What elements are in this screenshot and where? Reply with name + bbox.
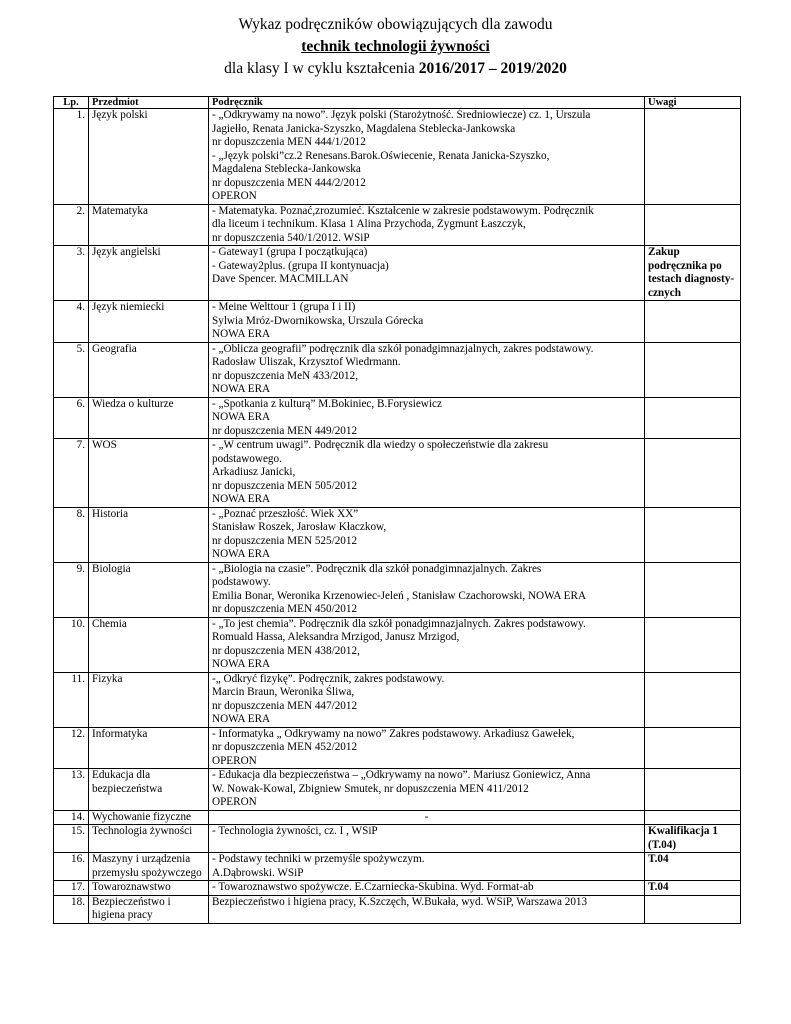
table-row — [54, 204, 741, 246]
notes-cell — [645, 727, 741, 769]
table-row — [54, 246, 741, 301]
row-number: 10. — [54, 617, 89, 672]
notes-cell — [645, 342, 741, 397]
textbook-line: - „Język polski”cz.2 Renesans.Barok.Oświecenie, Renata Janicka-Szyszko, — [212, 149, 550, 162]
textbook-line: - Technologia żywności, cz. I , WSiP — [212, 825, 378, 837]
textbook-line: nr dopuszczenia MEN 444/2/2012 — [212, 176, 366, 189]
textbook-line: NOWA ERA — [212, 658, 271, 670]
textbook-line: podstawowy. — [212, 576, 271, 588]
table-row — [54, 301, 741, 343]
textbook-line: Sylwia Mróz-Dwornikowska, Urszula Górecka — [212, 314, 424, 327]
row-number: 12. — [54, 727, 89, 769]
notes-cell — [645, 810, 741, 825]
subject-name: Język angielski — [89, 246, 209, 301]
subject-name: Historia — [89, 507, 209, 562]
textbook-line: OPERON — [212, 754, 257, 767]
subject-name: Geografia — [89, 342, 209, 397]
subject-name: Maszyny i urządzenia przemysłu spożywczego — [89, 853, 209, 881]
textbook-line: Stanisław Roszek, Jarosław Kłaczkow, — [212, 521, 387, 533]
table-row — [54, 810, 741, 825]
textbook-cell — [209, 109, 645, 205]
row-number: 9. — [54, 562, 89, 617]
notes-cell — [645, 109, 741, 205]
textbook-line: - „Oblicza geografii” podręcznik dla szkół ponadgimnazjalnych, zakres podstawowy. — [212, 342, 594, 355]
subject-name: Bezpieczeństwo i higiena pracy — [89, 895, 209, 923]
textbook-line: nr dopuszczenia MEN 505/2012 — [212, 479, 358, 492]
document-title: Wykaz podręczników obowiązujących dla zawodu — [238, 16, 553, 33]
notes-cell — [645, 397, 741, 439]
textbook-line: NOWA ERA — [212, 713, 271, 725]
textbook-line: nr dopuszczenia MEN 450/2012 — [212, 603, 358, 615]
textbook-line: Jagiełło, Renata Janicka-Szyszko, Magdalena Steblecka-Jankowska — [212, 122, 516, 135]
textbook-line: Marcin Braun, Weronika Śliwa, — [212, 686, 355, 698]
row-number: 6. — [54, 397, 89, 439]
notes-cell: Zakup podręcznika po testach diagnosty-cznych — [645, 246, 741, 301]
textbook-line: - — [424, 810, 429, 823]
row-number: 1. — [54, 109, 89, 205]
textbook-line: - Edukacja dla bezpieczeństwa – „Odkrywamy na nowo”. Mariusz Goniewicz, Anna — [212, 769, 591, 781]
textbook-line: Dave Spencer. MACMILLAN — [212, 273, 349, 285]
textbook-line: - Informatyka „ Odkrywamy na nowo” Zakres podstawowy. Arkadiusz Gawełek, — [212, 727, 575, 740]
textbook-line: nr dopuszczenia MEN 438/2012, — [212, 644, 360, 657]
notes-cell — [645, 301, 741, 343]
textbook-line: - Gateway1 (grupa I początkująca) — [212, 246, 368, 258]
row-number: 4. — [54, 301, 89, 343]
row-number: 3. — [54, 246, 89, 301]
textbook-line: A.Dąbrowski. WSiP — [212, 866, 304, 879]
subject-name: Edukacja dla bezpieczeństwa — [89, 769, 209, 811]
subject-name: Technologia żywności — [89, 825, 209, 853]
textbook-line: Emilia Bonar, Weronika Krzenowiec-Jeleń , Stanisław Czachorowski, NOWA ERA — [212, 589, 587, 602]
textbook-table — [53, 96, 741, 924]
textbook-line: nr dopuszczenia MEN 449/2012 — [212, 424, 358, 437]
textbook-cell — [209, 727, 645, 769]
notes-cell — [645, 562, 741, 617]
textbook-cell — [209, 825, 645, 853]
column-header-subject: Przedmiot — [89, 97, 209, 109]
textbook-line: - „Spotkania z kulturą” M.Bokiniec, B.Forysiewicz — [212, 397, 442, 410]
column-header-lp: Lp. — [54, 97, 89, 109]
textbook-line: - Podstawy techniki w przemyśle spożywczym. — [212, 853, 425, 865]
row-number: 2. — [54, 204, 89, 246]
subject-name: Język niemiecki — [89, 301, 209, 343]
textbook-line: nr dopuszczenia MEN 452/2012 — [212, 741, 358, 753]
subject-name: Matematyka — [89, 204, 209, 246]
textbook-line: -„ Odkryć fizykę”. Podręcznik, zakres podstawowy. — [212, 672, 445, 685]
textbook-line: Bezpieczeństwo i higiena pracy, K.Szczęch, W.Bukała, wyd. WSiP, Warszawa 2013 — [212, 895, 588, 908]
textbook-cell — [209, 853, 645, 881]
notes-cell — [645, 672, 741, 727]
row-number: 8. — [54, 507, 89, 562]
row-number: 5. — [54, 342, 89, 397]
textbook-line: nr dopuszczenia MEN 447/2012 — [212, 699, 358, 712]
textbook-line: W. Nowak-Kowal, Zbigniew Smutek, nr dopuszczenia MEN 411/2012 — [212, 782, 529, 795]
textbook-cell — [209, 881, 645, 896]
notes-cell — [645, 439, 741, 508]
textbook-line: dla liceum i technikum. Klasa 1 Alina Przychoda, Zygmunt Łaszczyk, — [212, 218, 526, 230]
table-row — [54, 881, 741, 896]
table-row — [54, 727, 741, 769]
textbook-line: - Gateway2plus. (grupa II kontynuacja) — [212, 259, 389, 272]
notes-cell — [645, 204, 741, 246]
textbook-line: - „To jest chemia”. Podręcznik dla szkół ponadgimnazjalnych. Zakres podstawowy. — [212, 617, 586, 630]
textbook-line: - „Odkrywamy na nowo”. Język polski (Starożytność. Średniowiecze) cz. 1, Urszula — [212, 109, 591, 121]
subject-name: Biologia — [89, 562, 209, 617]
notes-cell: T.04 — [645, 853, 741, 881]
textbook-line: NOWA ERA — [212, 328, 271, 340]
row-number: 15. — [54, 825, 89, 853]
notes-cell — [645, 895, 741, 923]
table-header-row — [54, 97, 741, 109]
textbook-line: Romuald Hassa, Aleksandra Mrzigod, Janusz Mrzigod, — [212, 631, 460, 643]
textbook-line: NOWA ERA — [212, 493, 271, 505]
subject-name: WOS — [89, 439, 209, 508]
textbook-line: - Meine Welttour 1 (grupa I i II) — [212, 301, 356, 313]
cycle-years: 2016/2017 – 2019/2020 — [418, 60, 567, 77]
textbook-cell — [209, 342, 645, 397]
notes-cell: T.04 — [645, 881, 741, 896]
textbook-line: nr dopuszczenia MeN 433/2012, — [212, 369, 359, 382]
notes-cell — [645, 617, 741, 672]
textbook-cell — [209, 246, 645, 301]
textbook-line: Magdalena Steblecka-Jankowska — [212, 163, 361, 175]
table-body — [54, 109, 741, 924]
textbook-line: NOWA ERA — [212, 383, 271, 395]
document-header — [0, 14, 791, 80]
row-number: 14. — [54, 810, 89, 825]
table-row — [54, 825, 741, 853]
textbook-line: - „Poznać przeszłość. Wiek XX” — [212, 507, 359, 520]
textbook-cell — [209, 397, 645, 439]
row-number: 16. — [54, 853, 89, 881]
row-number: 18. — [54, 895, 89, 923]
notes-cell — [645, 769, 741, 811]
row-number: 11. — [54, 672, 89, 727]
table-row — [54, 895, 741, 923]
subject-name: Wiedza o kulturze — [89, 397, 209, 439]
textbook-cell — [209, 810, 645, 825]
textbook-line: podstawowego. — [212, 452, 282, 465]
table-row — [54, 342, 741, 397]
textbook-line: OPERON — [212, 190, 257, 202]
textbook-cell — [209, 204, 645, 246]
textbook-cell — [209, 769, 645, 811]
table-row — [54, 562, 741, 617]
textbook-line: nr dopuszczenia 540/1/2012. WSiP — [212, 231, 370, 244]
table-row — [54, 507, 741, 562]
subject-name: Chemia — [89, 617, 209, 672]
textbook-line: - Towaroznawstwo spożywcze. E.Czarniecka-Skubina. Wyd. Format-ab — [212, 881, 534, 893]
textbook-line: nr dopuszczenia MEN 444/1/2012 — [212, 136, 366, 148]
table-row — [54, 439, 741, 508]
textbook-line: - Matematyka. Poznać,zrozumieć. Kształcenie w zakresie podstawowym. Podręcznik — [212, 204, 594, 217]
column-header-textbook: Podręcznik — [209, 97, 645, 109]
textbook-cell — [209, 439, 645, 508]
textbook-line: - „W centrum uwagi”. Podręcznik dla wiedzy o społeczeństwie dla zakresu — [212, 439, 549, 451]
subject-name: Fizyka — [89, 672, 209, 727]
textbook-cell — [209, 301, 645, 343]
row-number: 13. — [54, 769, 89, 811]
table-row — [54, 617, 741, 672]
notes-cell — [645, 507, 741, 562]
textbook-line: - „Biologia na czasie”. Podręcznik dla szkół ponadgimnazjalnych. Zakres — [212, 562, 542, 575]
table-row — [54, 853, 741, 881]
table-row — [54, 397, 741, 439]
class-cycle-prefix: dla klasy I w cyklu kształcenia — [224, 60, 419, 77]
row-number: 17. — [54, 881, 89, 896]
textbook-cell — [209, 672, 645, 727]
textbook-line: OPERON — [212, 796, 257, 808]
textbook-line: Radosław Uliszak, Krzysztof Wiedrmann. — [212, 356, 401, 368]
textbook-line: Arkadiusz Janicki, — [212, 466, 296, 478]
row-number: 7. — [54, 439, 89, 508]
notes-cell: Kwalifikacja 1 (T.04) — [645, 825, 741, 853]
subject-name: Język polski — [89, 109, 209, 205]
subject-name: Informatyka — [89, 727, 209, 769]
textbook-line: nr dopuszczenia MEN 525/2012 — [212, 534, 358, 547]
textbook-cell — [209, 562, 645, 617]
table-row — [54, 769, 741, 811]
textbook-cell — [209, 507, 645, 562]
textbook-cell — [209, 895, 645, 923]
profession-name: technik technologii żywności — [301, 38, 490, 55]
textbook-line: NOWA ERA — [212, 548, 271, 560]
subject-name: Wychowanie fizyczne — [89, 810, 209, 825]
table-row — [54, 109, 741, 205]
textbook-line — [212, 287, 641, 301]
class-cycle — [0, 58, 791, 80]
textbook-cell — [209, 617, 645, 672]
table-row — [54, 672, 741, 727]
subject-name: Towaroznawstwo — [89, 881, 209, 896]
textbook-line: NOWA ERA — [212, 411, 271, 423]
column-header-notes: Uwagi — [645, 97, 741, 109]
